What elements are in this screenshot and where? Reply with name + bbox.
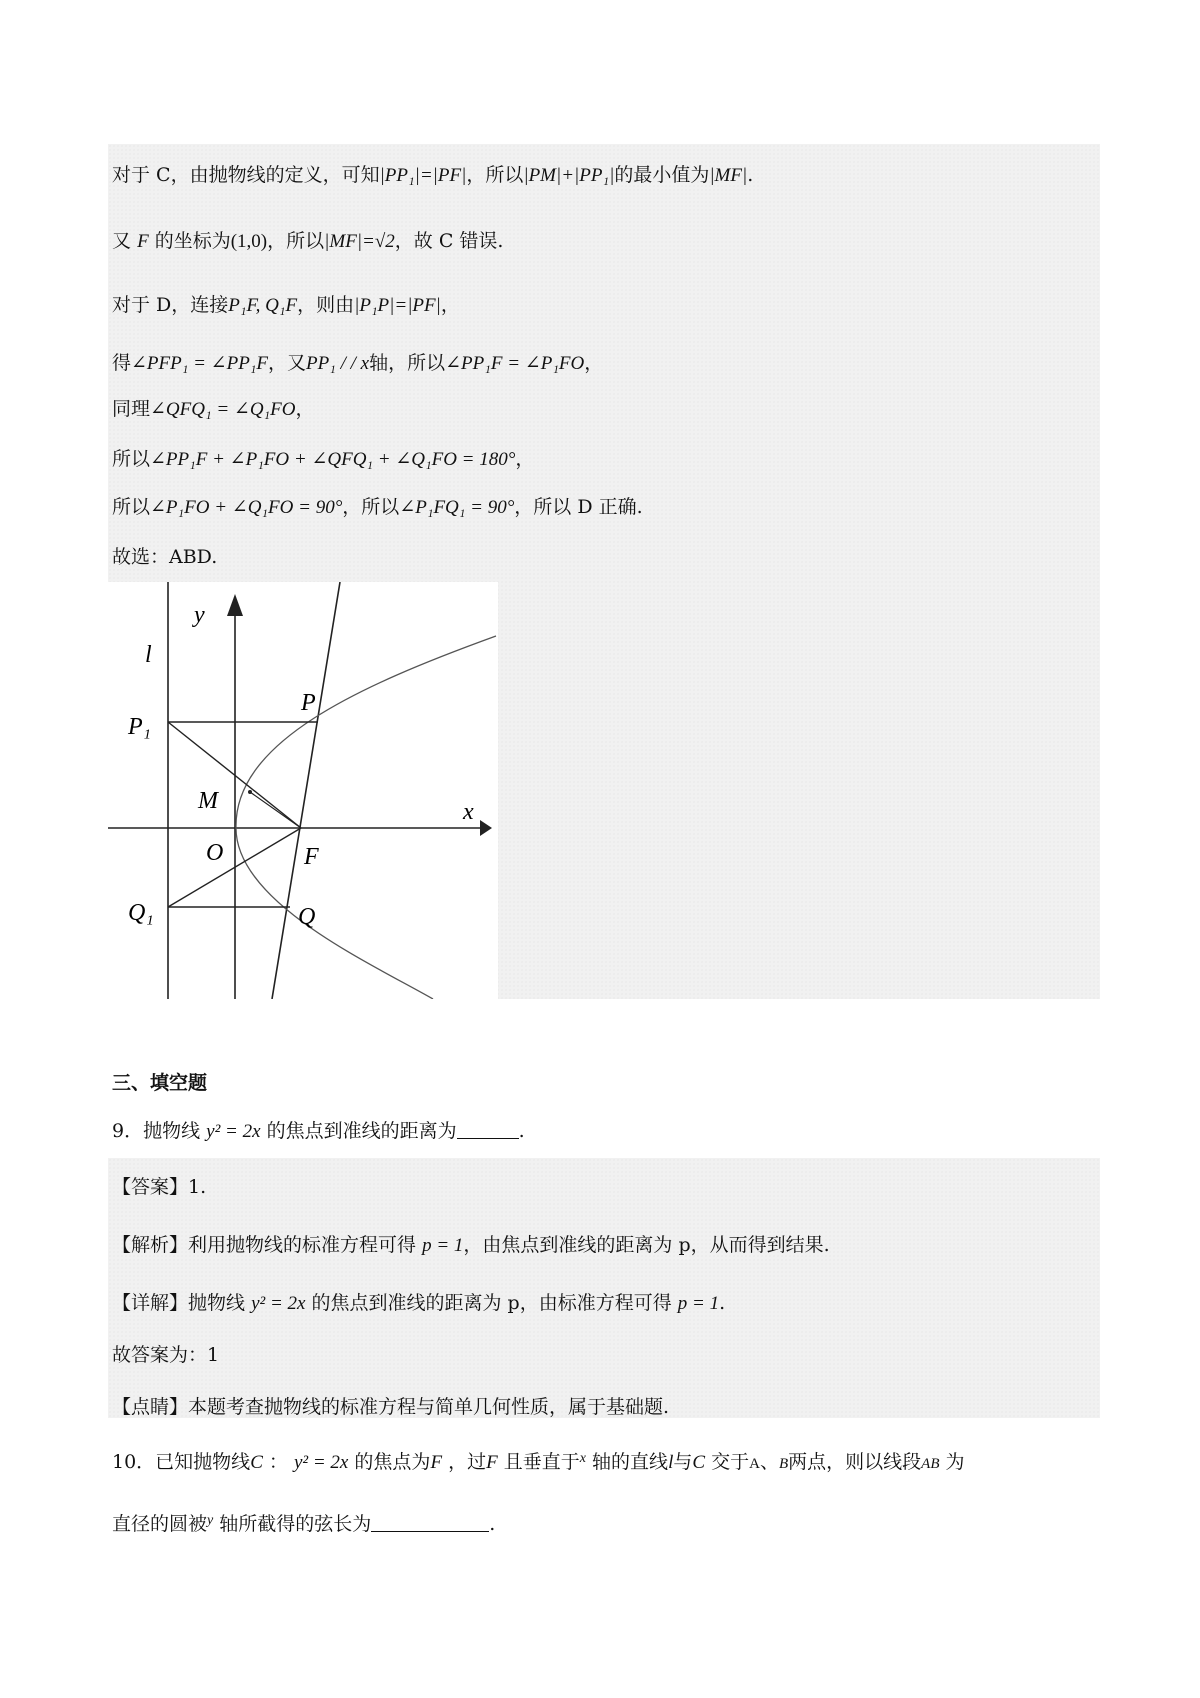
formula-p-eq-1-detail: p = 1 [677,1293,720,1314]
analysis-line: 【解析】利用抛物线的标准方程可得 p = 1，由焦点到准线的距离为 p，从而得到结果. [112,1234,830,1256]
label-q1: Q₁ [128,900,154,926]
formula-parallel: PP₁ / / x [306,353,370,374]
formula-p1p-pf: |P₁P|=|PF| [354,295,441,316]
line-similarly: 同理∠QFQ₁ = ∠Q₁FO， [112,398,315,420]
label-y: y [194,602,205,628]
formula-sum-90: ∠P₁FO + ∠Q₁FO = 90° [150,497,343,518]
label-q: Q [298,904,316,930]
answer-blank-10 [371,1513,489,1532]
formula-pm-pp1: |PM|+|PP₁| [523,165,615,186]
comment-line: 【点睛】本题考查抛物线的标准方程与简单几何性质，属于基础题. [112,1396,670,1418]
final-answer-line: 故答案为：1 [112,1344,220,1366]
line-angle-equal: 得∠PFP₁ = ∠PP₁F，又PP₁ / / x轴，所以∠PP₁F = ∠P₁FO， [112,352,604,374]
formula-angle-qfq1: ∠QFQ₁ = ∠Q₁FO [150,399,296,420]
label-m: M [198,788,218,814]
formula-segments: P₁F, Q₁F [228,295,298,316]
line-choice: 故选：ABD. [112,546,218,568]
formula-angle-p1fq1: ∠P₁FQ₁ = 90° [399,497,515,518]
label-f: F [304,844,319,870]
label-l: l [145,642,152,668]
point-m [248,790,252,794]
formula-mf: |MF| [709,165,748,186]
question-9: 9．抛物线 y² = 2x 的焦点到准线的距离为 . [112,1120,525,1142]
answer-blank-9 [457,1120,519,1139]
formula-pp1-pf: |PP₁|=|PF| [379,165,467,186]
label-p1: P₁ [128,714,152,740]
line-d-connect: 对于 D，连接P₁F, Q₁F，则由|P₁P|=|PF|， [112,294,460,316]
formula-y2-2x: y² = 2x [206,1121,261,1142]
formula-angle-pfp1: ∠PFP₁ = ∠PP₁F [131,353,269,374]
question-10-line-1: 10．已知抛物线C ： y² = 2x 的焦点为F ，过F 且垂直于$^x$ 轴的直线l与C 交于A、B两点，则以线段AB 为 [112,1451,965,1473]
line-f-coordinates: 又 F 的坐标为(1,0)，所以|MF|=√2，故 C 错误. [112,230,504,252]
formula-angle-pp1f: ∠PP₁F = ∠P₁FO [445,353,585,374]
line-sum-180: 所以∠PP₁F + ∠P₁FO + ∠QFQ₁ + ∠Q₁FO = 180°， [112,448,535,470]
formula-y2-2x-detail: y² = 2x [251,1293,306,1314]
section-title: 三、填空题 [112,1072,208,1094]
solution-block-9 [108,1158,1100,1418]
formula-sum-180: ∠PP₁F + ∠P₁FO + ∠QFQ₁ + ∠Q₁FO = 180° [150,449,516,470]
formula-y2-2x-q10: y² = 2x [293,1452,349,1473]
formula-coord: (1,0) [230,231,268,252]
label-x: x [463,799,474,825]
question-10-line-2: 直径的圆被$^y$ 轴所截得的弦长为 . [112,1513,496,1535]
parabola-figure [108,582,498,999]
detail-line: 【详解】抛物线 y² = 2x 的焦点到准线的距离为 p，由标准方程可得 p = 1. [112,1292,726,1314]
formula-mf-sqrt2: |MF|=√2 [324,231,395,252]
label-p: P [301,690,316,716]
line-90-degrees: 所以∠P₁FO + ∠Q₁FO = 90°，所以∠P₁FQ₁ = 90°，所以 D 正确. [112,496,643,518]
answer-line: 【答案】1. [112,1176,207,1198]
line-c-definition: 对于 C，由抛物线的定义，可知|PP₁|=|PF|，所以|PM|+|PP₁|的最小值为|MF|. [112,164,754,186]
formula-p-eq-1: p = 1 [422,1235,464,1256]
figure-background [108,582,498,999]
label-o: O [206,840,224,866]
